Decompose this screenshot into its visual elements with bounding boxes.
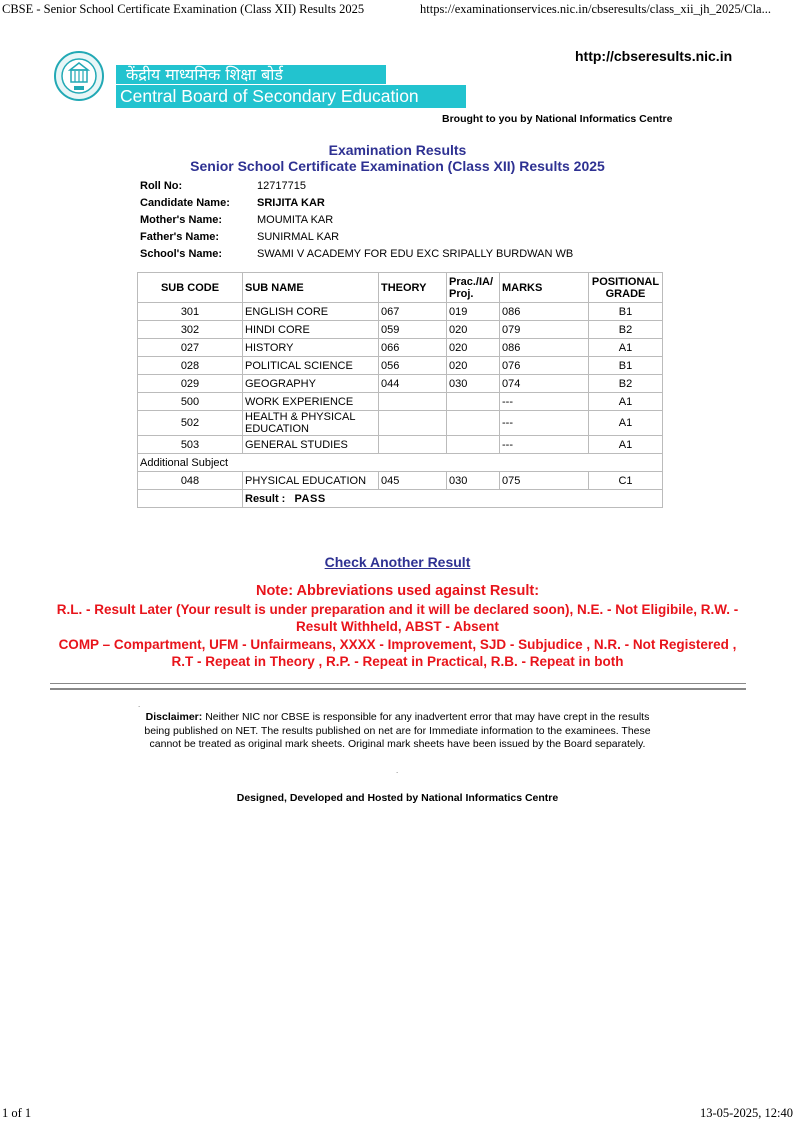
sub-name-cell: HINDI CORE	[243, 321, 379, 339]
table-row	[138, 357, 663, 375]
prac-cell	[447, 436, 500, 454]
cbse-emblem-icon	[53, 48, 105, 104]
father-name-label: Father's Name:	[140, 231, 220, 243]
grade-cell: B2	[589, 321, 663, 339]
prac-cell: 030	[447, 472, 500, 490]
note-line-2: COMP – Compartment, UFM - Unfairmeans, XXXX - Improvement, SJD - Subjudice , N.R. - Not Registered , R.T - Repeat in Theory , R.P. - Repeat in Practical, R.B. - Repeat in both	[58, 636, 737, 669]
brought-by-text: Brought to you by National Informatics Centre	[442, 113, 673, 125]
marks-cell: 076	[500, 357, 589, 375]
header-theory: THEORY	[379, 273, 447, 303]
candidate-name-row	[140, 195, 573, 212]
exam-subtitle: Senior School Certificate Examination (Class XII) Results 2025	[190, 158, 605, 174]
table-row	[138, 411, 663, 436]
table-row	[138, 375, 663, 393]
header-sub-code: SUB CODE	[138, 273, 243, 303]
table-header-row	[138, 273, 663, 303]
sub-name-cell: POLITICAL SCIENCE	[243, 357, 379, 375]
theory-cell: 059	[379, 321, 447, 339]
school-name-row	[140, 246, 573, 263]
sub-name-cell: GEOGRAPHY	[243, 375, 379, 393]
prac-cell	[447, 411, 500, 436]
sub-code-cell: 502	[138, 411, 243, 436]
result-label: Result :	[245, 492, 286, 505]
marks-cell: 079	[500, 321, 589, 339]
prac-cell: 019	[447, 303, 500, 321]
theory-cell	[379, 436, 447, 454]
divider-line-thick	[50, 688, 746, 690]
prac-cell: 020	[447, 357, 500, 375]
marks-cell: ---	[500, 411, 589, 436]
marks-cell: 086	[500, 339, 589, 357]
roll-label: Roll No:	[140, 180, 183, 192]
header-sub-name: SUB NAME	[243, 273, 379, 303]
school-name-value: SWAMI V ACADEMY FOR EDU EXC SRIPALLY BURDWAN WB	[257, 248, 574, 260]
header-marks: MARKS	[500, 273, 589, 303]
grade-cell: C1	[589, 472, 663, 490]
sub-code-cell: 301	[138, 303, 243, 321]
marks-cell: ---	[500, 393, 589, 411]
sub-code-cell: 500	[138, 393, 243, 411]
theory-cell: 056	[379, 357, 447, 375]
english-board-name: Central Board of Secondary Education	[116, 85, 466, 108]
marks-cell: 075	[500, 472, 589, 490]
print-page-title: CBSE - Senior School Certificate Examination (Class XII) Results 2025	[2, 2, 365, 16]
print-footer	[0, 1105, 795, 1121]
theory-cell: 066	[379, 339, 447, 357]
mother-name-value: MOUMITA KAR	[257, 214, 334, 226]
grade-cell: A1	[589, 393, 663, 411]
sub-code-cell: 028	[138, 357, 243, 375]
school-name-label: School's Name:	[140, 248, 223, 260]
table-row	[138, 472, 663, 490]
candidate-name-label: Candidate Name:	[140, 197, 230, 209]
result-value: PASS	[294, 492, 326, 505]
theory-cell	[379, 393, 447, 411]
result-spacer	[138, 490, 243, 508]
roll-value: 12717715	[257, 180, 306, 192]
sub-code-cell: 048	[138, 472, 243, 490]
theory-cell: 045	[379, 472, 447, 490]
result-row	[138, 490, 663, 508]
sub-name-cell: PHYSICAL EDUCATION	[243, 472, 379, 490]
prac-cell	[447, 393, 500, 411]
grade-cell: B2	[589, 375, 663, 393]
father-name-value: SUNIRMAL KAR	[257, 231, 340, 243]
candidate-info	[140, 178, 573, 263]
table-row	[138, 303, 663, 321]
additional-subject-row	[138, 454, 663, 472]
prac-cell: 020	[447, 321, 500, 339]
divider-line	[50, 683, 746, 684]
candidate-name-value: SRIJITA KAR	[257, 197, 325, 209]
sub-code-cell: 027	[138, 339, 243, 357]
print-timestamp: 13-05-2025, 12:40	[699, 1106, 793, 1120]
theory-cell: 067	[379, 303, 447, 321]
dot-mark: .	[138, 700, 141, 709]
grade-cell: A1	[589, 436, 663, 454]
check-another-result-link[interactable]: Check Another Result	[324, 554, 471, 570]
grade-cell: B1	[589, 303, 663, 321]
theory-cell	[379, 411, 447, 436]
table-row	[138, 393, 663, 411]
grade-cell: A1	[589, 411, 663, 436]
roll-row	[140, 178, 573, 195]
site-url: http://cbseresults.nic.in	[575, 48, 733, 64]
hindi-board-name: केंद्रीय माध्यमिक शिक्षा बोर्ड	[116, 65, 386, 84]
table-row	[138, 436, 663, 454]
dot-mark: .	[396, 766, 399, 775]
page-number: 1 of 1	[2, 1106, 32, 1120]
mother-name-row	[140, 212, 573, 229]
sub-code-cell: 503	[138, 436, 243, 454]
header-prac: Prac./IA/ Proj.	[447, 273, 500, 303]
theory-cell: 044	[379, 375, 447, 393]
header-grade: POSITIONAL GRADE	[589, 273, 663, 303]
abbreviation-note	[55, 583, 740, 671]
check-another-container	[0, 554, 795, 570]
sub-name-cell: HEALTH & PHYSICAL EDUCATION	[243, 411, 379, 436]
note-line-1: R.L. - Result Later (Your result is under preparation and it will be declared soon), N.E. - Not Eligibile, R.W. - Result Withheld, ABST - Absent	[56, 601, 739, 634]
marks-cell: 074	[500, 375, 589, 393]
table-row	[138, 321, 663, 339]
grade-cell: B1	[589, 357, 663, 375]
designed-by-text: Designed, Developed and Hosted by National Informatics Centre	[236, 792, 559, 804]
mother-name-label: Mother's Name:	[140, 214, 223, 226]
note-heading: Note: Abbreviations used against Result:	[255, 583, 540, 599]
disclaimer-text: Neither NIC nor CBSE is responsible for any inadvertent error that may have crept in the results being published on NET. The results published on net are for Immediate information to the examinees. These cannot be treated as original mark sheets. Original mark sheets have been issued by the Board separately.	[144, 711, 651, 750]
prac-cell: 020	[447, 339, 500, 357]
sub-name-cell: WORK EXPERIENCE	[243, 393, 379, 411]
sub-name-cell: HISTORY	[243, 339, 379, 357]
page-title: Examination Results	[328, 142, 467, 158]
disclaimer	[140, 711, 655, 752]
marks-cell: ---	[500, 436, 589, 454]
print-page-url: https://examinationservices.nic.in/cbseresults/class_xii_jh_2025/Cla...	[420, 2, 771, 16]
sub-name-cell: ENGLISH CORE	[243, 303, 379, 321]
result-cell	[243, 490, 663, 508]
sub-code-cell: 302	[138, 321, 243, 339]
additional-subject-label: Additional Subject	[138, 454, 663, 472]
prac-cell: 030	[447, 375, 500, 393]
marks-table	[137, 272, 663, 508]
marks-cell: 086	[500, 303, 589, 321]
table-row	[138, 339, 663, 357]
disclaimer-label: Disclaimer:	[145, 711, 203, 723]
sub-code-cell: 029	[138, 375, 243, 393]
grade-cell: A1	[589, 339, 663, 357]
sub-name-cell: GENERAL STUDIES	[243, 436, 379, 454]
father-name-row	[140, 229, 573, 246]
